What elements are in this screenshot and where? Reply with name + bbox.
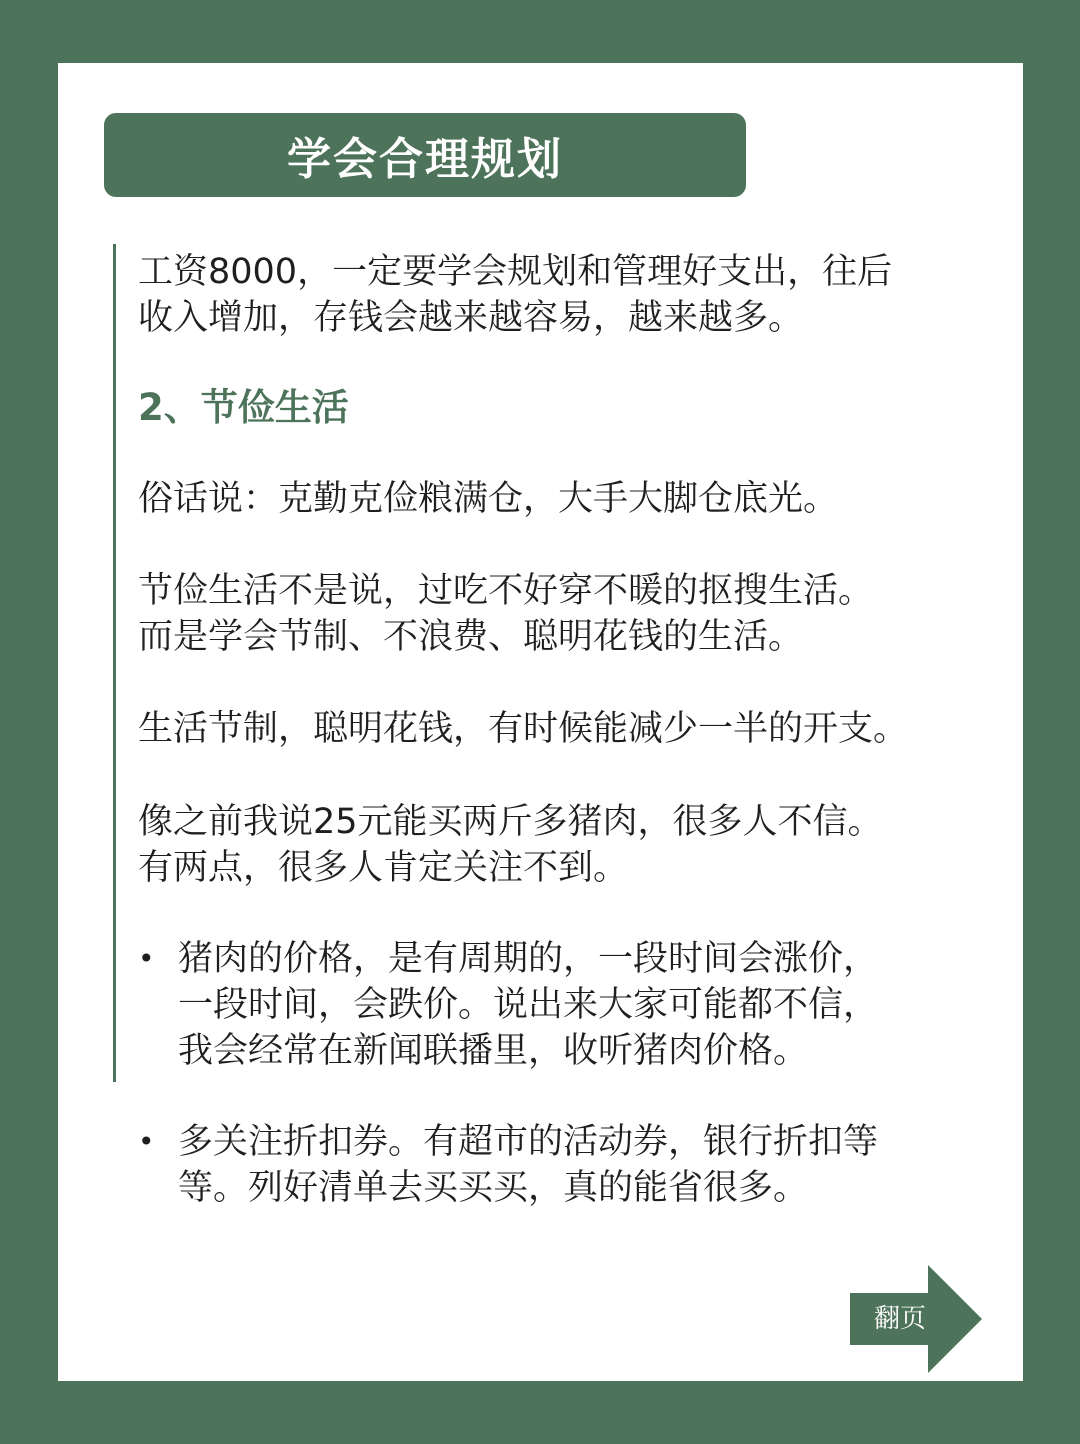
bullet-line: 我会经常在新闻联播里，收听猪肉价格。	[178, 1031, 809, 1071]
bullet-line: 一段时间，会跌价。说出来大家可能都不信，	[178, 985, 879, 1025]
accent-side-rule	[113, 244, 116, 1082]
proverb-paragraph	[138, 476, 988, 522]
bullet-marker: •	[138, 1125, 155, 1158]
next-page-button[interactable]	[850, 1265, 982, 1373]
bullet-line: 等。列好清单去买买买，真的能省很多。	[178, 1168, 809, 1208]
savings-line: 生活节制，聪明花钱，有时候能减少一半的开支。	[138, 709, 909, 749]
section-heading: 2、节俭生活	[138, 386, 349, 429]
intro-paragraph	[138, 249, 988, 341]
frugal-line: 节俭生活不是说，过吃不好穿不暖的抠搜生活。	[138, 571, 874, 611]
frugal-line: 而是学会节制、不浪费、聪明花钱的生活。	[138, 617, 804, 657]
bullet-line: 多关注折扣券。有超市的活动券，银行折扣等	[178, 1122, 879, 1162]
pork-paragraph	[138, 799, 988, 891]
page-title: 学会合理规划	[287, 134, 563, 185]
next-page-label: 翻页	[873, 1304, 926, 1334]
title-banner	[104, 113, 746, 197]
bullet-line: 猪肉的价格，是有周期的，一段时间会涨价，	[178, 939, 879, 979]
pork-line: 有两点，很多人肯定关注不到。	[138, 848, 629, 888]
pork-line: 像之前我说25元能买两斤多猪肉，很多人不信。	[138, 802, 883, 842]
content-card	[58, 63, 1023, 1381]
savings-paragraph	[138, 706, 988, 752]
frugal-paragraph	[138, 568, 988, 660]
proverb-line: 俗话说：克勤克俭粮满仓，大手大脚仓底光。	[138, 479, 839, 519]
intro-line: 工资8000，一定要学会规划和管理好支出，往后	[138, 252, 893, 292]
bullet-marker: •	[138, 942, 155, 975]
intro-line: 收入增加，存钱会越来越容易，越来越多。	[138, 298, 804, 338]
